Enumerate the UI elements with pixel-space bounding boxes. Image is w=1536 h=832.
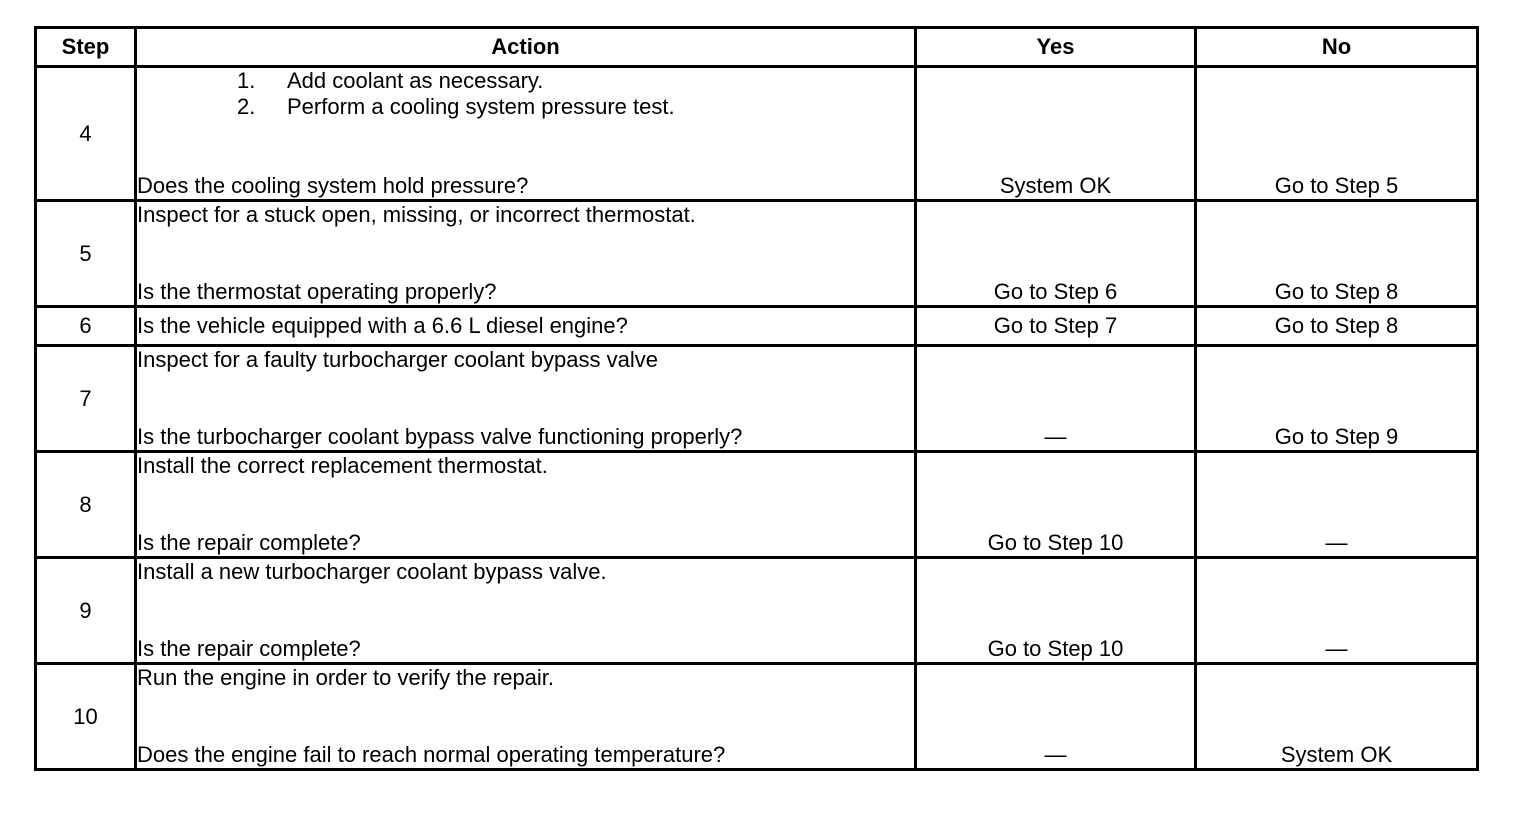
table-row	[36, 452, 1478, 558]
action-instruction: Inspect for a stuck open, missing, or incorrect thermostat.	[137, 202, 696, 227]
action-instruction: Install the correct replacement thermostat.	[137, 453, 548, 478]
no-result: —	[1196, 558, 1478, 664]
header-row	[36, 28, 1478, 67]
header-step: Step	[36, 28, 136, 67]
list-item	[237, 68, 914, 94]
step-number: 5	[36, 201, 136, 307]
action-cell	[136, 664, 916, 770]
no-result: Go to Step 9	[1196, 346, 1478, 452]
yes-result: —	[916, 346, 1196, 452]
step-number: 6	[36, 307, 136, 346]
action-instruction: Inspect for a faulty turbocharger coolant bypass valve	[137, 347, 658, 372]
header-no: No	[1196, 28, 1478, 67]
step-number: 7	[36, 346, 136, 452]
no-result: Go to Step 8	[1196, 201, 1478, 307]
action-question: Does the cooling system hold pressure?	[137, 173, 529, 198]
action-cell	[136, 201, 916, 307]
action-cell	[136, 67, 916, 201]
table-row	[36, 67, 1478, 201]
action-cell	[136, 452, 916, 558]
yes-result: System OK	[916, 67, 1196, 201]
table-row	[36, 201, 1478, 307]
action-instruction: Install a new turbocharger coolant bypass valve.	[137, 559, 607, 584]
list-text: Perform a cooling system pressure test.	[287, 94, 675, 119]
table-row	[36, 664, 1478, 770]
yes-result: —	[916, 664, 1196, 770]
action-question: Is the vehicle equipped with a 6.6 L diesel engine?	[136, 307, 916, 346]
yes-result: Go to Step 6	[916, 201, 1196, 307]
no-result: —	[1196, 452, 1478, 558]
action-instruction: Run the engine in order to verify the repair.	[137, 665, 555, 690]
header-yes: Yes	[916, 28, 1196, 67]
step-number: 8	[36, 452, 136, 558]
step-number: 9	[36, 558, 136, 664]
yes-result: Go to Step 7	[916, 307, 1196, 346]
action-question: Is the thermostat operating properly?	[137, 279, 497, 304]
list-number: 1.	[237, 68, 256, 93]
step-number: 4	[36, 67, 136, 201]
step-number: 10	[36, 664, 136, 770]
no-result: System OK	[1196, 664, 1478, 770]
action-question: Is the repair complete?	[137, 636, 361, 661]
action-question: Does the engine fail to reach normal operating temperature?	[137, 742, 726, 767]
no-result: Go to Step 5	[1196, 67, 1478, 201]
table-row	[36, 558, 1478, 664]
no-result: Go to Step 8	[1196, 307, 1478, 346]
table-row	[36, 307, 1478, 346]
yes-result: Go to Step 10	[916, 558, 1196, 664]
yes-result: Go to Step 10	[916, 452, 1196, 558]
action-list	[137, 68, 914, 120]
header-action: Action	[136, 28, 916, 67]
action-question: Is the repair complete?	[137, 530, 361, 555]
list-number: 2.	[237, 94, 256, 119]
action-cell	[136, 558, 916, 664]
action-cell	[136, 346, 916, 452]
table-row	[36, 346, 1478, 452]
diagnostic-table	[34, 26, 1479, 771]
list-text: Add coolant as necessary.	[287, 68, 544, 93]
action-question: Is the turbocharger coolant bypass valve functioning properly?	[137, 424, 743, 449]
list-item	[237, 94, 914, 120]
